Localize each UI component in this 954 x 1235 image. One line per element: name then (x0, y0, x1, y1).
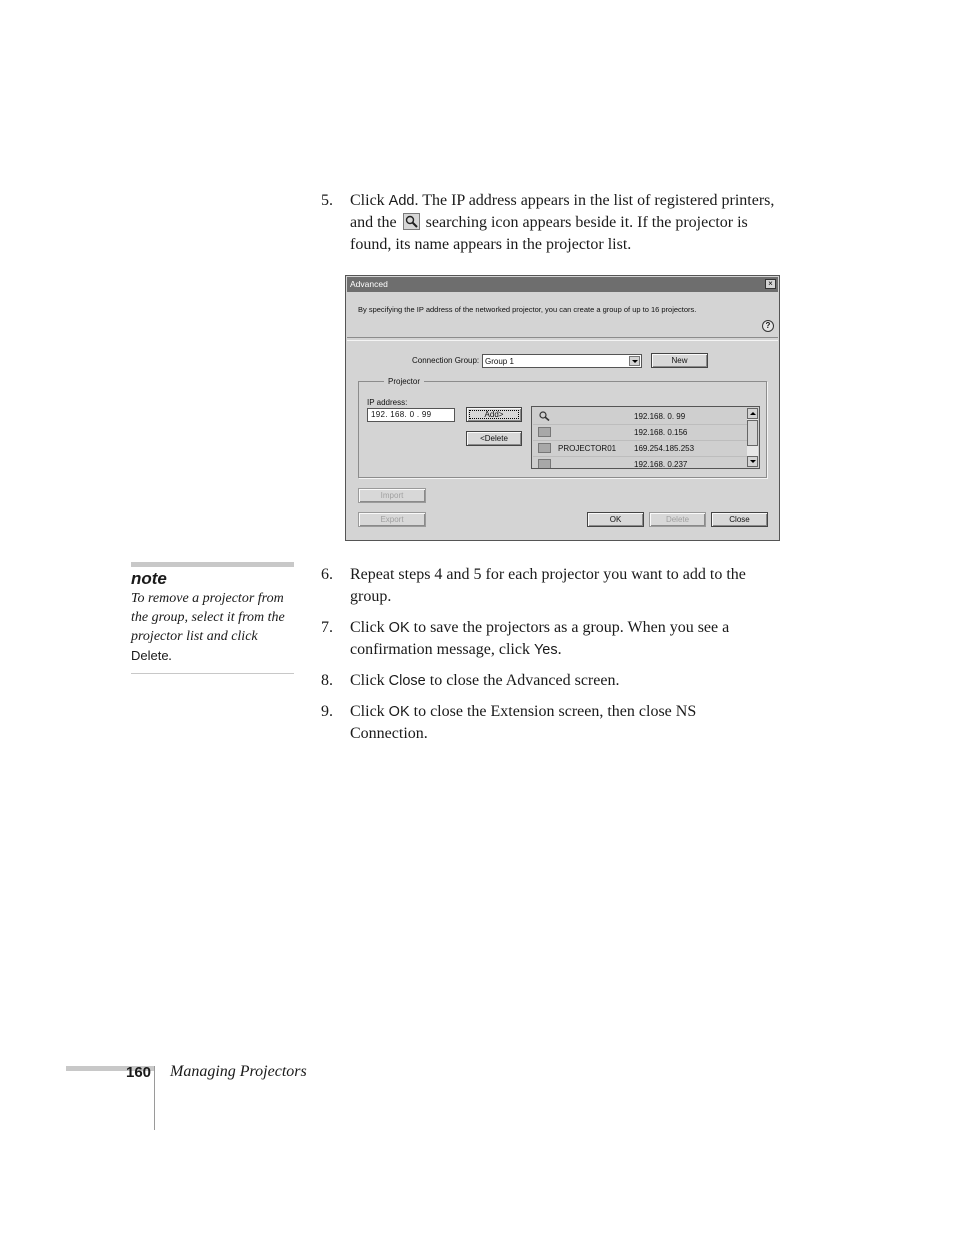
ui-term-add: Add (388, 193, 415, 209)
list-item[interactable]: 192.168. 0.156 (533, 424, 747, 441)
projector-list[interactable] (531, 406, 760, 469)
searching-icon (538, 411, 551, 421)
export-button[interactable]: Export (358, 512, 426, 527)
projector-icon (538, 443, 551, 453)
divider (347, 337, 778, 341)
add-button[interactable]: Add> (466, 407, 522, 422)
ui-term-close: Close (388, 673, 426, 689)
import-button[interactable]: Import (358, 488, 426, 503)
title-bar (347, 277, 778, 292)
list-item[interactable]: 192.168. 0. 99 (533, 408, 747, 425)
connection-group-label: Connection Group: (412, 356, 480, 365)
step-number: 7. (321, 619, 333, 636)
ui-term-delete: Delete (131, 648, 169, 663)
close-icon[interactable]: × (765, 279, 776, 289)
ui-term-ok: OK (388, 620, 410, 636)
step-text: Click OK to save the projectors as a group. When you see a confirmation message, click Yes. (350, 619, 730, 658)
step-number: 9. (321, 703, 333, 720)
advanced-dialog (345, 275, 780, 541)
note-body: To remove a projector from the group, select it from the projector list and click Delete. (131, 591, 285, 664)
step-number: 5. (321, 192, 333, 209)
close-button[interactable]: Close (711, 512, 768, 527)
scroll-down-icon[interactable] (747, 456, 758, 467)
new-button[interactable]: New (651, 353, 708, 368)
step-text: Click Close to close the Advanced screen. (350, 672, 620, 689)
dialog-title: Advanced (350, 279, 388, 289)
searching-icon (403, 213, 420, 230)
divider (154, 1066, 155, 1130)
delete-group-button[interactable]: Delete (649, 512, 706, 527)
list-item[interactable]: PROJECTOR01 169.254.185.253 (533, 440, 747, 457)
dialog-description: By specifying the IP address of the networked projector, you can create a group of up to 16 projectors. (358, 305, 697, 314)
help-icon[interactable]: ? (762, 320, 774, 332)
divider (131, 673, 294, 674)
note-title: note (131, 569, 167, 588)
list-item[interactable]: 192.168. 0.237 (533, 456, 747, 469)
ok-button[interactable]: OK (587, 512, 644, 527)
ip-address-label: IP address: (367, 398, 408, 407)
step-text: Click OK to close the Extension screen, then close NS Connection. (350, 703, 697, 742)
scroll-up-icon[interactable] (747, 408, 758, 419)
step-text: Repeat steps 4 and 5 for each projector you want to add to the group. (350, 566, 746, 605)
ip-address-input[interactable]: 192. 168. 0 . 99 (367, 408, 455, 422)
ui-term-ok: OK (388, 704, 410, 720)
scrollbar[interactable] (747, 408, 758, 467)
note-bar (131, 562, 294, 567)
connection-group-select[interactable]: Group 1 (482, 354, 642, 368)
step-number: 6. (321, 566, 333, 583)
chevron-down-icon[interactable] (629, 356, 640, 366)
unknown-icon (538, 427, 551, 437)
ui-term-yes: Yes (533, 642, 558, 658)
step-text: Click Add. The IP address appears in the list of registered printers, and the searching icon appears beside it. If the projector is found, its name appears in the projector list. (350, 192, 775, 253)
scroll-thumb[interactable] (747, 420, 758, 446)
step-number: 8. (321, 672, 333, 689)
projector-group-title: Projector (384, 377, 424, 386)
delete-projector-button[interactable]: <Delete (466, 431, 522, 446)
page-number: 160 (126, 1064, 152, 1081)
section-title: Managing Projectors (170, 1063, 307, 1080)
unknown-icon (538, 459, 551, 469)
